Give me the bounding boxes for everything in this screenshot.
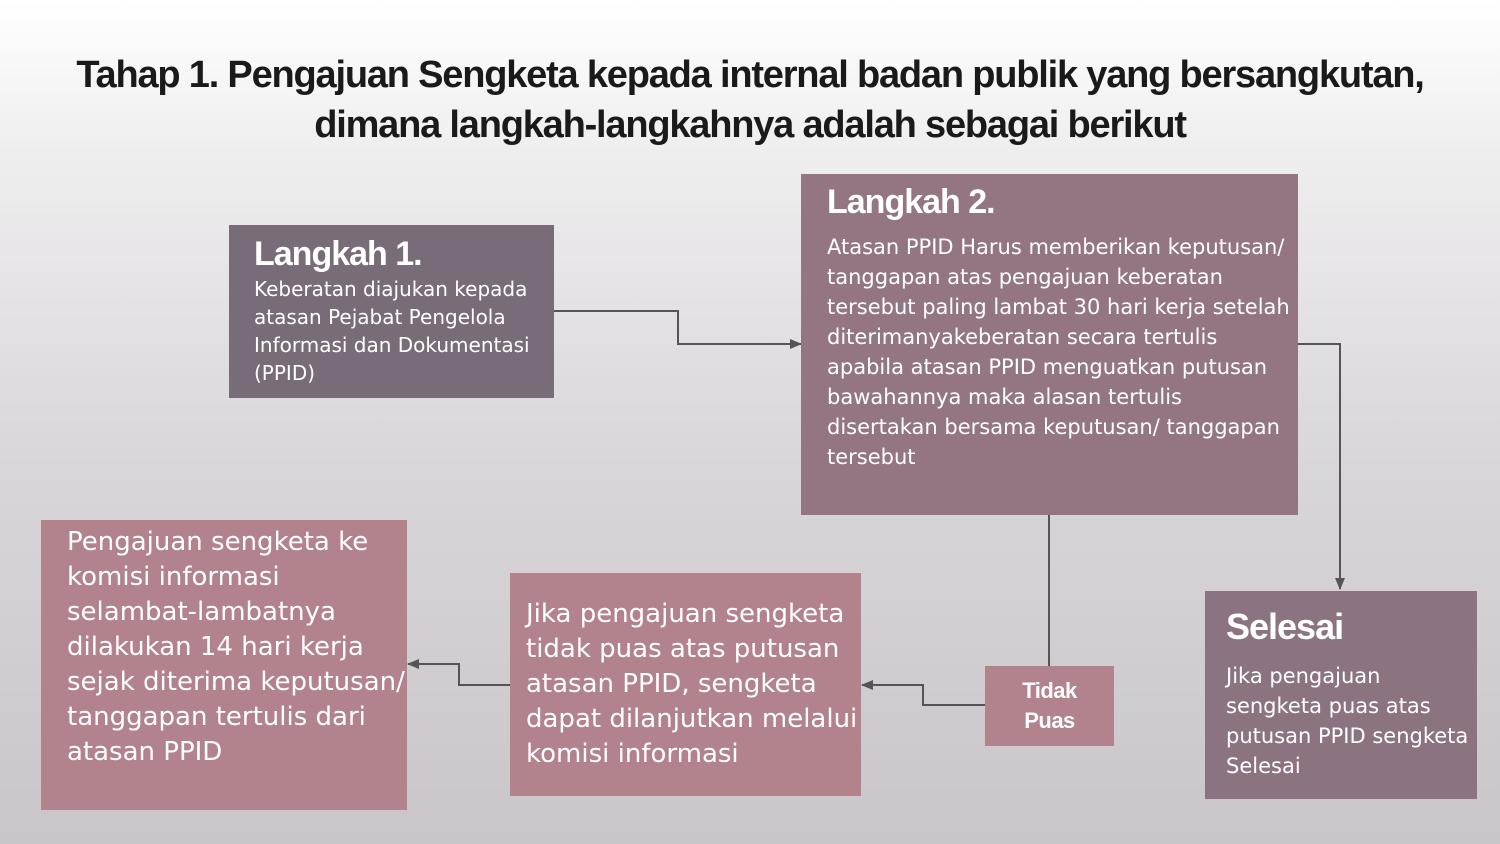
arrow-lanjut-to-komisi bbox=[408, 664, 510, 685]
pengajuan-komisi-box bbox=[41, 520, 407, 810]
step-2-box bbox=[801, 174, 1298, 515]
step-1-heading: Langkah 1. bbox=[254, 235, 422, 273]
arrow-langkah1-to-langkah2 bbox=[554, 311, 801, 344]
title-line-1: Tahap 1. Pengajuan Sengketa kepada internal badan publik yang bersangkutan, bbox=[76, 54, 1424, 96]
step-2-heading: Langkah 2. bbox=[827, 183, 995, 221]
title-line-2: dimana langkah-langkahnya adalah sebagai berikut bbox=[314, 104, 1186, 146]
lanjut-komisi-text: Jika pengajuan sengketa tidak puas atas putusan atasan PPID, sengketa dapat dilanjutkan melalui komisi informasi bbox=[526, 599, 858, 769]
selesai-text: Jika pengajuan sengketa puas atas putusan PPID sengketa Selesai bbox=[1226, 664, 1469, 778]
lanjut-komisi-box bbox=[510, 573, 861, 796]
arrow-langkah2-to-selesai bbox=[1298, 344, 1340, 589]
arrow-tidak-puas-to-lanjut bbox=[862, 685, 985, 705]
selesai-heading: Selesai bbox=[1226, 606, 1344, 647]
pengajuan-komisi-text: Pengajuan sengketa ke komisi informasi selambat-lambatnya dilakukan 14 hari kerja sejak diterima keputusan/ tanggapan tertulis dari atasan PPID bbox=[67, 527, 405, 767]
step-2-text: Atasan PPID Harus memberikan keputusan/ tanggapan atas pengajuan keberatan tersebut paling lambat 30 hari kerja setelah diterimanyakeberatan secara tertulis apabila atasan PPID menguatkan putusan bawahannya maka alasan tertulis disertakan bersama keputusan/ tanggapan tersebut bbox=[827, 235, 1290, 469]
step-1-text: Keberatan diajukan kepada atasan Pejabat Pengelola Informasi dan Dokumentasi (PPID) bbox=[254, 277, 530, 385]
step-1-box bbox=[229, 225, 554, 398]
selesai-box bbox=[1205, 591, 1477, 799]
tidak-puas-label: Tidak Puas bbox=[1022, 678, 1077, 733]
tidak-puas-box bbox=[985, 666, 1114, 746]
